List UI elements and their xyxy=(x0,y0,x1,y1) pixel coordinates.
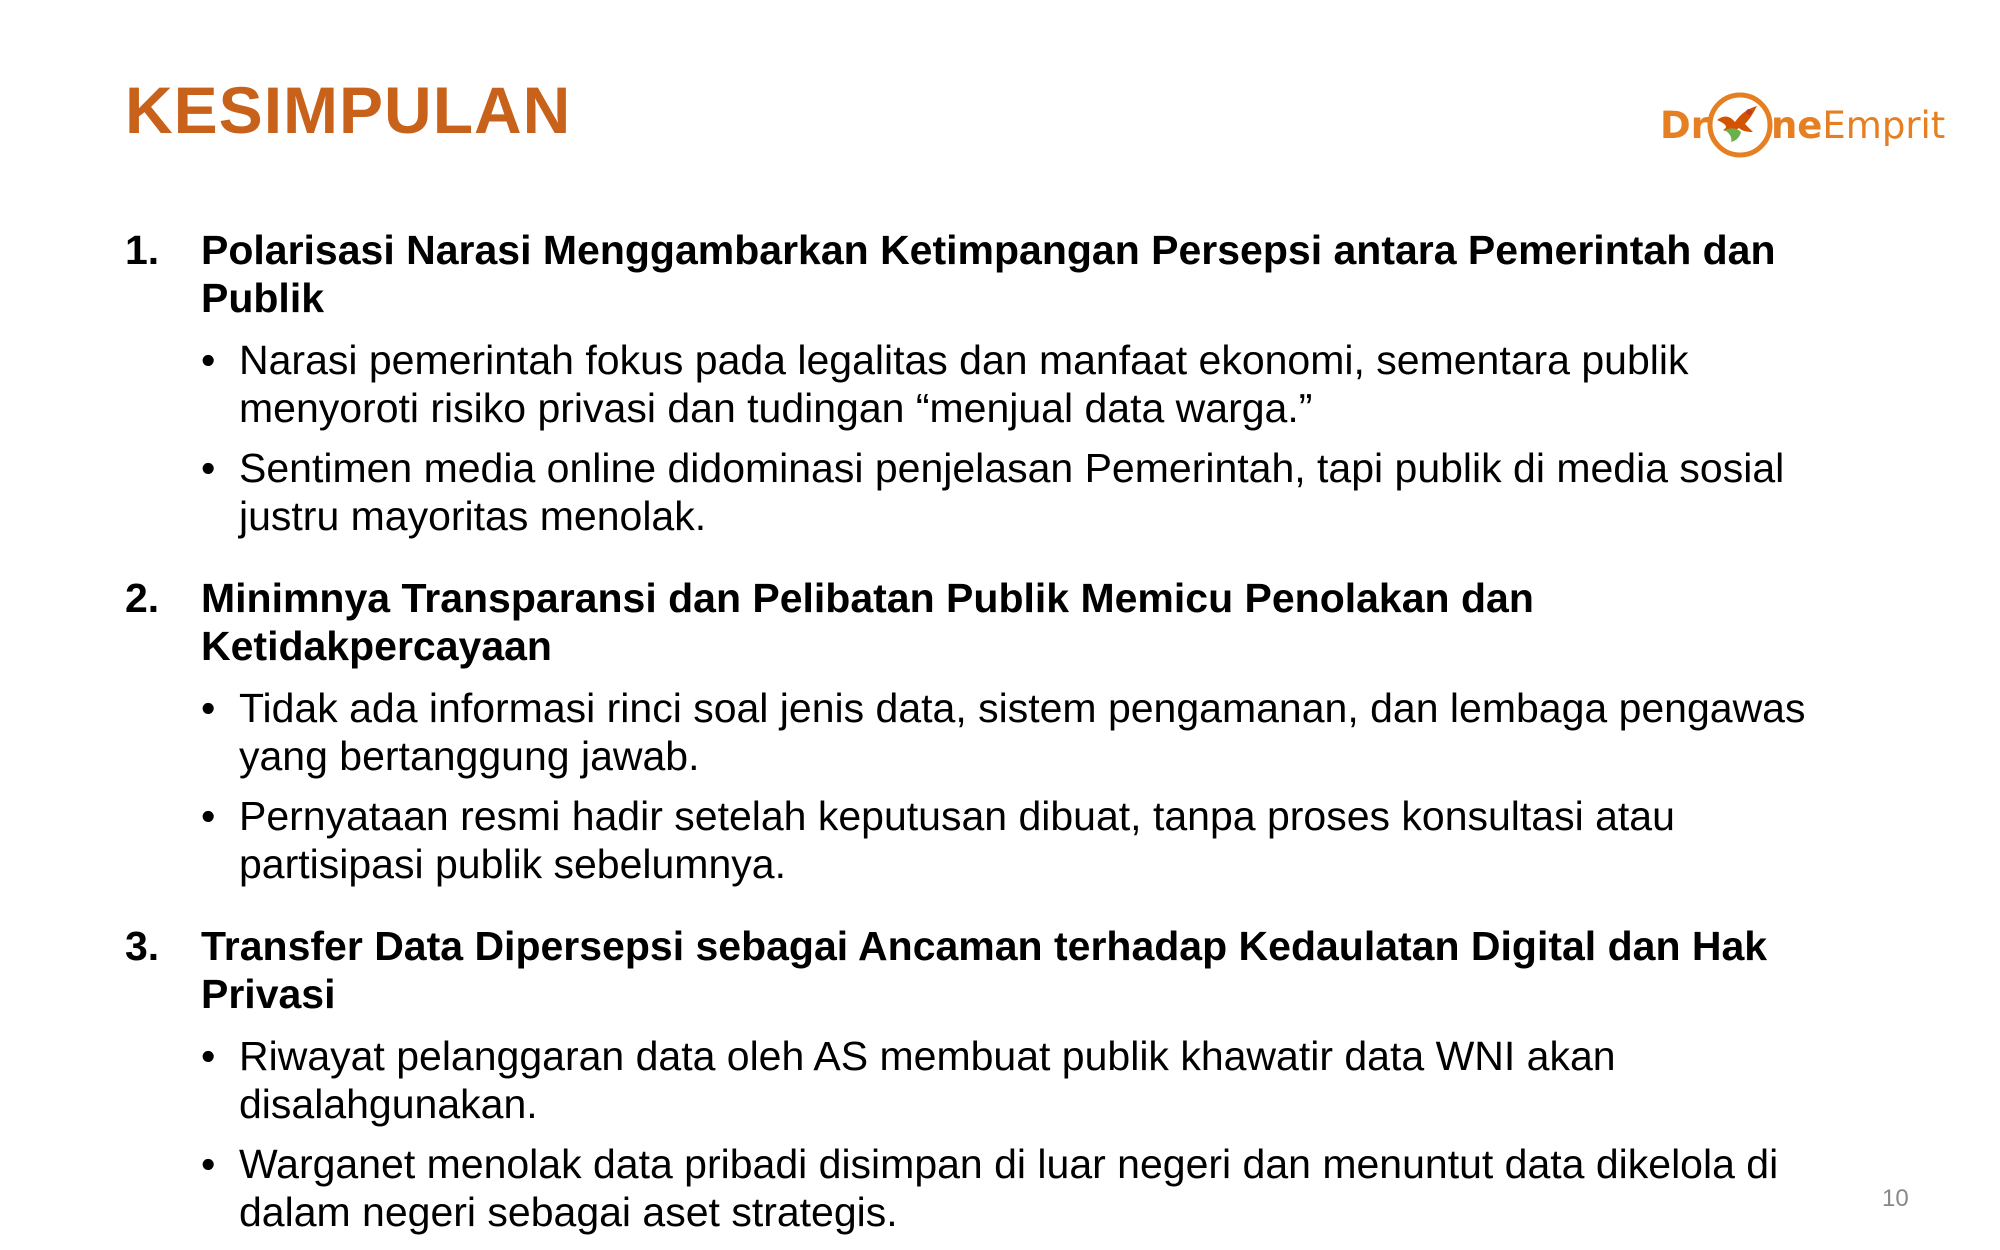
bullet-item xyxy=(201,1032,1845,1128)
point-2-bullets xyxy=(201,684,1845,888)
conclusion-point-3 xyxy=(125,922,1845,1018)
bullet-text: Sentimen media online didominasi penjelasan Pemerintah, tapi publik di media sosial justru mayoritas menolak. xyxy=(239,445,1785,539)
point-heading: Minimnya Transparansi dan Pelibatan Publik Memicu Penolakan dan Ketidakpercayaan xyxy=(201,575,1534,669)
point-number: 2. xyxy=(125,575,160,621)
bullet-text: Tidak ada informasi rinci soal jenis data, sistem pengamanan, dan lembaga pengawas yang bertanggung jawab. xyxy=(239,685,1806,779)
bullet-dot-icon: • xyxy=(201,685,216,731)
bullet-item xyxy=(201,444,1845,540)
bullet-text: Warganet menolak data pribadi disimpan di luar negeri dan menuntut data dikelola di dalam negeri sebagai aset strategis. xyxy=(239,1141,1779,1235)
bullet-dot-icon: • xyxy=(201,445,216,491)
point-number: 3. xyxy=(125,923,160,969)
bullet-text: Pernyataan resmi hadir setelah keputusan dibuat, tanpa proses konsultasi atau partisipasi publik sebelumnya. xyxy=(239,793,1675,887)
conclusion-point-2 xyxy=(125,574,1845,670)
bullet-text: Riwayat pelanggaran data oleh AS membuat publik khawatir data WNI akan disalahgunakan. xyxy=(239,1033,1616,1127)
point-heading: Transfer Data Dipersepsi sebagai Ancaman terhadap Kedaulatan Digital dan Hak Privasi xyxy=(201,923,1768,1017)
conclusion-point-1 xyxy=(125,226,1845,322)
bullet-dot-icon: • xyxy=(201,1033,216,1079)
bullet-dot-icon: • xyxy=(201,1141,216,1187)
logo-text-dr: Dr xyxy=(1660,103,1709,147)
bullet-item xyxy=(201,684,1845,780)
slide-title: KESIMPULAN xyxy=(125,73,572,147)
point-number: 1. xyxy=(125,227,160,273)
drone-emprit-logo xyxy=(1660,90,1945,160)
bullet-text: Narasi pemerintah fokus pada legalitas dan manfaat ekonomi, sementara publik menyoroti risiko privasi dan tudingan “menjual data warga.” xyxy=(239,337,1689,431)
bullet-item xyxy=(201,1140,1845,1236)
bullet-dot-icon: • xyxy=(201,793,216,839)
conclusion-list xyxy=(125,226,1845,1248)
point-heading: Polarisasi Narasi Menggambarkan Ketimpangan Persepsi antara Pemerintah dan Publik xyxy=(201,227,1776,321)
logo-text-ne: ne xyxy=(1770,103,1823,147)
drone-bird-icon xyxy=(1705,90,1775,160)
point-3-bullets xyxy=(201,1032,1845,1236)
bullet-item xyxy=(201,336,1845,432)
bullet-item xyxy=(201,792,1845,888)
point-1-bullets xyxy=(201,336,1845,540)
logo-text-emprit: Emprit xyxy=(1822,103,1946,147)
page-number: 10 xyxy=(1882,1185,1909,1212)
bullet-dot-icon: • xyxy=(201,337,216,383)
